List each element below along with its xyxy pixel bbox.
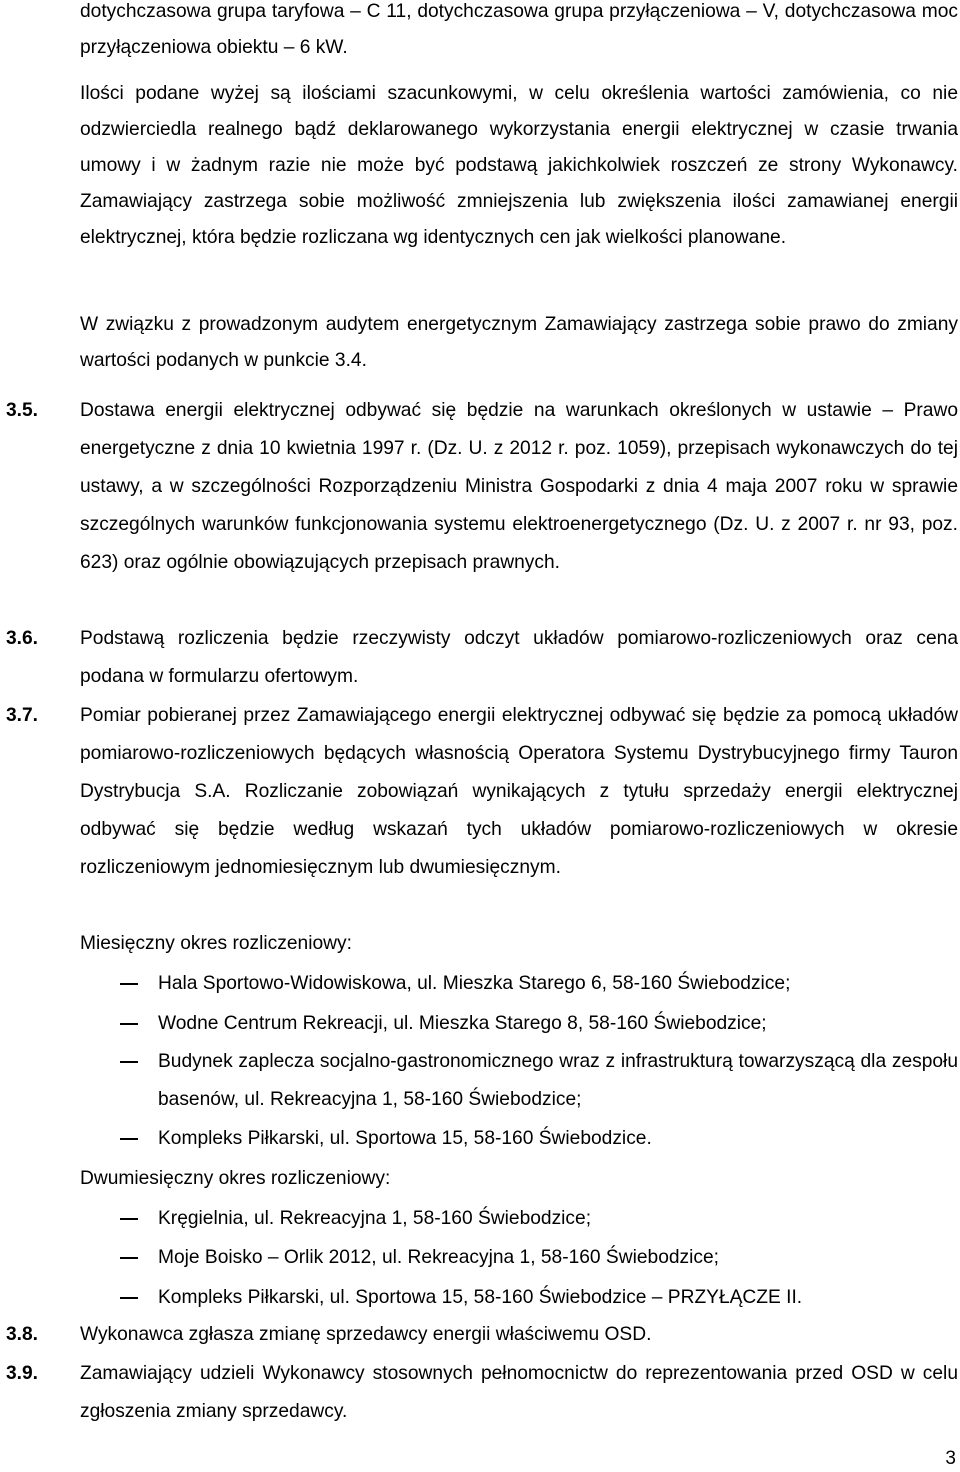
list-item-text: Wodne Centrum Rekreacji, ul. Mieszka Starego 8, 58-160 Świebodzice; [158,1013,767,1034]
dash-bullet-icon [120,1257,138,1259]
dash-bullet-icon [120,1138,138,1140]
list-item-text: Budynek zaplecza socjalno-gastronomicznego wraz z infrastrukturą towarzyszącą dla zespołu basenów, ul. Rekreacyjna 1, 58-160 Świebodzice; [158,1051,958,1110]
list-item-text: Kompleks Piłkarski, ul. Sportowa 15, 58-160 Świebodzice – PRZYŁĄCZE II. [158,1287,803,1308]
section-number: 3.5. [6,400,39,421]
dash-bullet-icon [120,1061,138,1063]
list-item-text: Moje Boisko – Orlik 2012, ul. Rekreacyjna 1, 58-160 Świebodzice; [158,1247,719,1268]
dash-bullet-icon [120,983,138,985]
section-text: Podstawą rozliczenia będzie rzeczywisty odczyt układów pomiarowo-rozliczeniowych oraz cena podana w formularzu ofertowym. [80,628,958,687]
dash-bullet-icon [120,1218,138,1220]
section-number: 3.6. [6,628,39,649]
bimonthly-period-label: Dwumiesięczny okres rozliczeniowy: [80,1168,391,1189]
section-text: Wykonawca zgłasza zmianę sprzedawcy energii właściwemu OSD. [80,1324,652,1345]
section-text: Pomiar pobieranej przez Zamawiającego energii elektrycznej odbywać się będzie za pomocą układów pomiarowo-rozliczeniowych będących własnością Operatora Systemu Dystrybucyjnego firmy Tauron Dystrybucja S.A. Rozliczanie zobowiązań wynikających z tytułu sprzedaży energii elektrycznej odbywać się będzie według wskazań tych układów pomiarowo-rozliczeniowych w okresie rozliczeniowym jednomiesięcznym lub dwumiesięcznym. [80,705,958,878]
list-item-text: Hala Sportowo-Widowiskowa, ul. Mieszka Starego 6, 58-160 Świebodzice; [158,973,791,994]
section-number: 3.7. [6,705,39,726]
dash-bullet-icon [120,1297,138,1299]
page-number: 3 [945,1448,956,1469]
list-item-text: Kompleks Piłkarski, ul. Sportowa 15, 58-160 Świebodzice. [158,1128,652,1149]
intro-paragraph-estimates: Ilości podane wyżej są ilościami szacunkowymi, w celu określenia wartości zamówienia, co nie odzwierciedla realnego bądź deklarowanego wykorzystania energii elektrycznej w czasie trwania umowy i w żadnym razie nie może być podstawą jakichkolwiek roszczeń ze strony Wykonawcy. Zamawiający zastrzega sobie możliwość zmniejszenia lub zwiększenia ilości zamawianej energii elektrycznej, która będzie rozliczana wg identycznych cen jak wielkości planowane. [80,83,958,248]
intro-paragraph-tariff: dotychczasowa grupa taryfowa – C 11, dotychczasowa grupa przyłączeniowa – V, dotychczasowa moc przyłączeniowa obiektu – 6 kW. [80,1,958,58]
monthly-period-label: Miesięczny okres rozliczeniowy: [80,933,352,954]
section-number: 3.9. [6,1363,39,1384]
dash-bullet-icon [120,1023,138,1025]
intro-paragraph-audit: W związku z prowadzonym audytem energetycznym Zamawiający zastrzega sobie prawo do zmiany wartości podanych w punkcie 3.4. [80,314,958,371]
section-text: Dostawa energii elektrycznej odbywać się będzie na warunkach określonych w ustawie – Prawo energetyczne z dnia 10 kwietnia 1997 r. (Dz. U. z 2012 r. poz. 1059), przepisach wykonawczych do tej ustawy, a w szczególności Rozporządzeniu Ministra Gospodarki z dnia 4 maja 2007 roku w sprawie szczególnych warunków funkcjonowania systemu elektroenergetycznego (Dz. U. z 2007 r. nr 93, poz. 623) oraz ogólnie obowiązujących przepisach prawnych. [80,400,958,573]
list-item-text: Kręgielnia, ul. Rekreacyjna 1, 58-160 Świebodzice; [158,1208,592,1229]
section-number: 3.8. [6,1324,39,1345]
section-text: Zamawiający udzieli Wykonawcy stosownych pełnomocnictw do reprezentowania przed OSD w celu zgłoszenia zmiany sprzedawcy. [80,1363,958,1422]
